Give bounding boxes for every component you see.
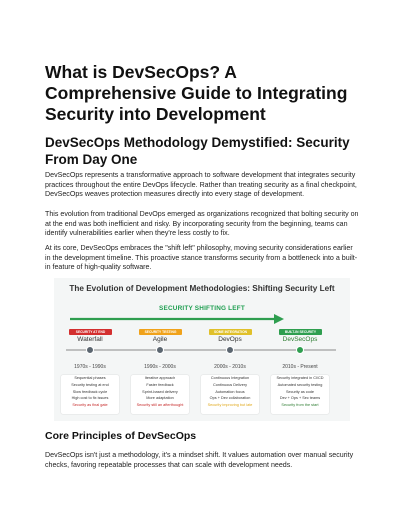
stage-devsecops: DevSecOps — [282, 336, 318, 343]
card-devops — [201, 375, 259, 414]
timeline-dot-devsecops — [296, 346, 304, 354]
card-waterfall — [61, 375, 119, 414]
security-shifting-left-label: SECURITY SHIFTING LEFT — [159, 305, 245, 312]
card-item: Automation focus — [215, 389, 245, 394]
figure-title: The Evolution of Development Methodologies: Shifting Security Left — [69, 284, 335, 293]
era-devsecops: 2010s - Present — [282, 364, 318, 370]
card-item: Continuous Delivery — [213, 382, 247, 387]
card-item: Slow feedback cycle — [72, 389, 108, 394]
arrow-head-icon — [274, 314, 284, 324]
stage-agile: Agile — [152, 336, 168, 343]
card-item: Sequential phases — [74, 376, 106, 380]
stage-devops: DevOps — [218, 336, 242, 343]
article-title: What is DevSecOps? A Comprehensive Guide to Integrating Security into Development — [45, 62, 348, 124]
core-principles-heading: Core Principles of DevSecOps — [45, 430, 197, 442]
card-item: Sprint-based delivery — [142, 389, 178, 394]
paragraph-evolution: This evolution from traditional DevOps emerged as organizations recognized that bolting security on at the end was both inefficient and risky. By incorporating security from the beginning, teams can identify vulnerabilities earlier when they're less costly to fix. — [45, 210, 359, 238]
card-item: Continuous Integration — [210, 376, 250, 380]
card-item-highlight: Security as final gate — [72, 403, 108, 408]
badge-security-testing: SECURITY TESTING — [139, 329, 182, 335]
evolution-figure — [54, 278, 350, 421]
section-heading: DevSecOps Methodology Demystified: Security From Day One — [45, 135, 350, 167]
card-item-highlight: Security still an afterthought — [136, 403, 184, 408]
card-item-highlight: Security from the start — [281, 403, 319, 408]
timeline-dot-devops — [226, 346, 234, 354]
paragraph-shift-left: At its core, DevSecOps embraces the "shift left" philosophy, moving security considerations earlier in the development timeline. This proactive stance transforms security from a bottleneck into a built-in feature of high-quality software. — [45, 244, 358, 272]
era-waterfall: 1970s - 1990s — [74, 364, 106, 370]
card-item: Security testing at end — [71, 382, 109, 387]
card-item: Security integrated in CI/CD — [276, 376, 324, 380]
badge-security-at-end: SECURITY AT END — [69, 329, 112, 335]
timeline-dot-agile — [156, 346, 164, 354]
paragraph-intro: DevSecOps represents a transformative approach to software development that integrates security practices throughout the entire DevOps lifecycle. Rather than treating security as a final checkpoint, DevSecOps weaves protection measures directly into every stage of development. — [45, 171, 357, 199]
badge-built-in-security: BUILT-IN SECURITY — [279, 329, 322, 335]
card-item: High cost to fix issues — [71, 396, 109, 401]
card-item-highlight: Security improving but late — [207, 403, 253, 408]
card-item: Ops + Dev collaboration — [209, 396, 251, 401]
card-item: Security as code — [285, 389, 315, 394]
card-devsecops — [271, 375, 329, 414]
paragraph-mindset: DevSecOps isn't just a methodology, it's a mindset shift. It values automation over manual security checks, favoring repeatable processes that can scale with development needs. — [45, 451, 354, 469]
card-item: Dev + Ops + Sec teams — [279, 396, 321, 401]
card-item: More adaptation — [146, 396, 174, 401]
badge-some-integration: SOME INTEGRATION — [209, 329, 252, 335]
card-item: Faster feedback — [146, 382, 174, 387]
card-item: Iterative approach — [144, 376, 176, 380]
card-item: Automated security testing — [277, 382, 323, 387]
timeline-dot-waterfall — [86, 346, 94, 354]
stage-waterfall: Waterfall — [77, 336, 103, 343]
card-agile — [131, 375, 189, 414]
era-devops: 2000s - 2010s — [214, 364, 246, 370]
era-agile: 1990s - 2000s — [144, 364, 176, 370]
